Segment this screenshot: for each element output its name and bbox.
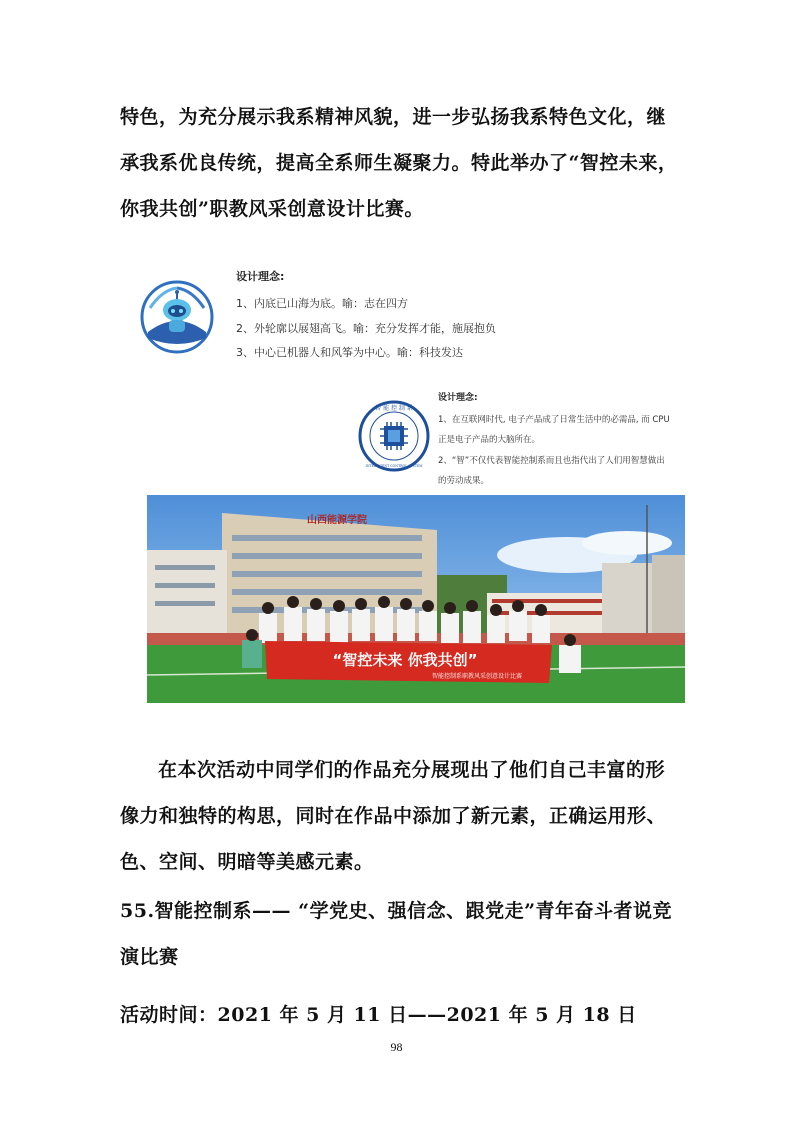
banner-sub-text: 智能控制系职教风采创意设计比赛 <box>431 673 523 680</box>
building-sign: 山西能源学院 <box>307 515 367 526</box>
robot-logo-icon <box>140 280 214 354</box>
logo2-text-top: 智 能 控 制 系 <box>375 405 413 412</box>
design-concept-1 <box>140 262 520 372</box>
design2-line: 正是电子产品的大脑所在。 <box>438 435 541 445</box>
design1-title: 设计理念: <box>236 270 285 283</box>
group-photo <box>147 495 685 703</box>
chip-logo-icon <box>358 400 430 472</box>
design-concept-2 <box>358 382 678 492</box>
intro-paragraph: 特色，为充分展示我系精神风貌，进一步弘扬我系特色文化，继承我系优良传统，提高全系师生凝聚力。特此举办了“智控未来，你我共创”职教风采创意设计比赛。 <box>120 106 678 220</box>
design2-line: 的劳动成果。 <box>438 476 490 486</box>
design2-line: 2、“智”不仅代表智能控制系而且也指代出了人们用智慧做出 <box>438 456 665 466</box>
design2-line: 1、在互联网时代, 电子产品成了日常生活中的必需品, 而 CPU <box>438 415 670 425</box>
logo2-text-bottom: INTELLIGENT CONTROL SYSTEM <box>365 464 423 468</box>
design1-line: 3、中心已机器人和风筝为中心。喻：科技发达 <box>236 346 463 359</box>
summary-paragraph: 在本次活动中同学们的作品充分展现出了他们自己丰富的形像力和独特的构思，同时在作品中添加了新元素，正确运用形、色、空间、明暗等美感元素。 <box>120 759 667 873</box>
page-number: 98 <box>390 1040 403 1054</box>
design1-line: 1、内底已山海为底。喻：志在四方 <box>236 297 408 310</box>
banner <box>265 641 552 683</box>
banner-main-text: “智控未来 你我共创” <box>332 651 478 669</box>
section-55-heading: 55.智能控制系—— “学党史、强信念、跟党走”青年奋斗者说竞演比赛 <box>120 900 673 968</box>
design2-title: 设计理念: <box>438 393 478 403</box>
design1-line: 2、外轮廓以展翅高飞。喻：充分发挥才能，施展抱负 <box>236 322 496 335</box>
activity-time: 活动时间：2021 年 5 月 11 日——2021 年 5 月 18 日 <box>120 1004 637 1026</box>
